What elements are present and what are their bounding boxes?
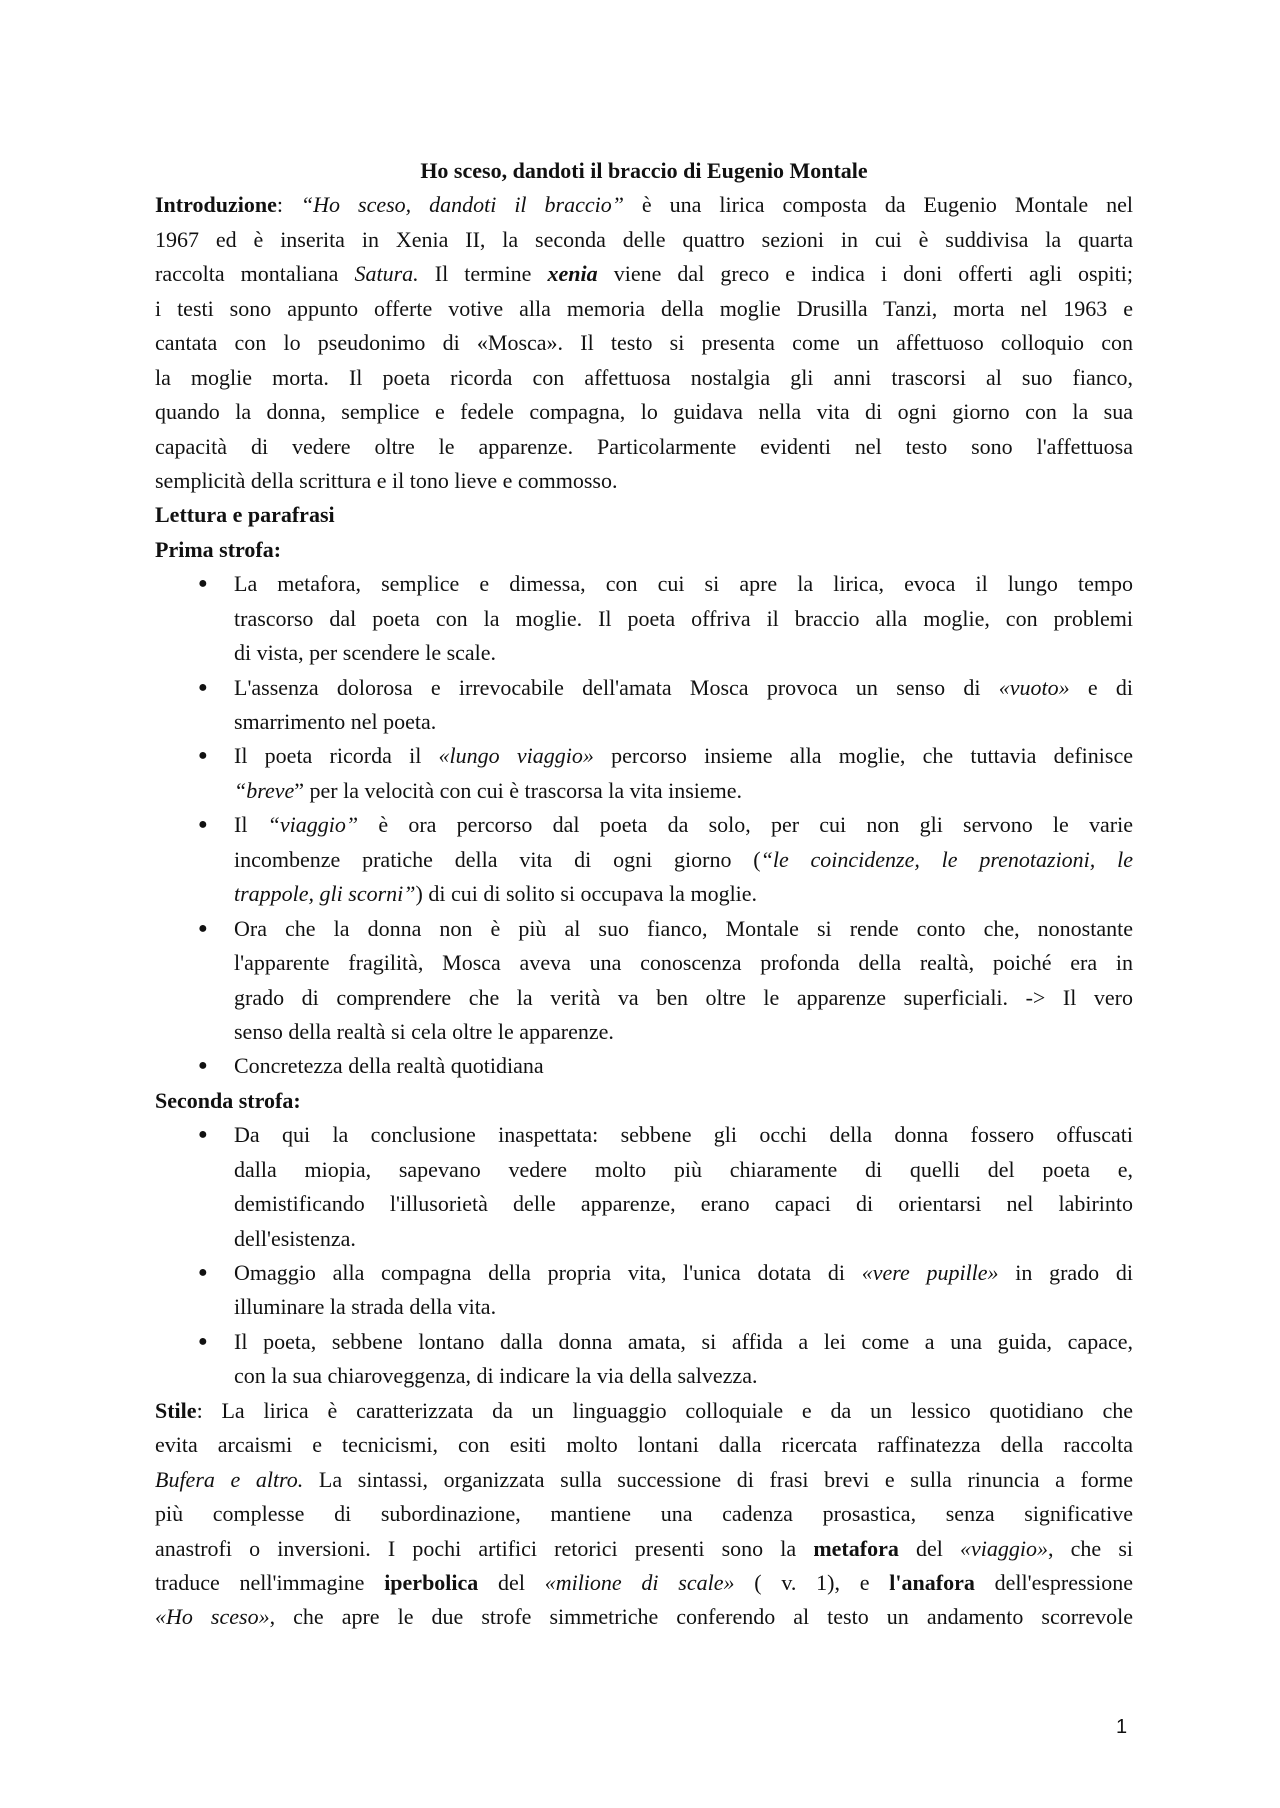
text-run: «lungo viaggio» xyxy=(438,743,594,769)
text-line xyxy=(155,326,1133,360)
text-line xyxy=(234,1015,1133,1049)
text-line xyxy=(155,498,1133,532)
text-run: percorso insieme alla moglie, che tuttavia definisce xyxy=(593,743,1133,769)
text-run: , che apre le due strofe simmetriche conferendo al testo un andamento scorrevole xyxy=(269,1604,1134,1630)
text-run: senso della realtà si cela oltre le apparenze. xyxy=(234,1018,614,1044)
text-run: cantata con lo pseudonimo di «Mosca». Il testo si presenta come un affettuoso colloquio con xyxy=(155,330,1133,356)
text-run: ” per la velocità con cui è trascorsa la vita insieme. xyxy=(294,777,743,803)
paragraph xyxy=(155,1394,1133,1635)
text-run: l'anafora xyxy=(889,1569,975,1595)
text-run: xenia xyxy=(547,261,598,287)
list-item xyxy=(155,671,1133,740)
text-run: demistificando l'illusorietà delle apparenze, erano capaci di orientarsi nel labirinto xyxy=(234,1191,1133,1217)
paragraph xyxy=(155,188,1133,498)
text-line xyxy=(234,946,1133,980)
text-run: traduce nell'immagine xyxy=(155,1569,385,1595)
bullet-icon: ● xyxy=(198,747,208,765)
text-line xyxy=(155,464,1133,498)
text-line xyxy=(155,1600,1133,1634)
text-line xyxy=(155,395,1133,429)
text-line xyxy=(155,361,1133,395)
text-run: semplicità della scrittura e il tono lieve e commosso. xyxy=(155,467,618,493)
text-run: viene dal greco e indica i doni offerti agli ospiti; xyxy=(597,261,1134,287)
page-number: 1 xyxy=(1116,1716,1128,1738)
text-run: La sintassi, organizzata sulla successione di frasi brevi e sulla rinuncia a forme xyxy=(303,1466,1133,1492)
paragraph xyxy=(155,1084,1133,1118)
text-run: illuminare la strada della vita. xyxy=(234,1294,497,1320)
text-line xyxy=(155,1084,1133,1118)
text-run: in grado di xyxy=(998,1260,1133,1285)
text-line xyxy=(234,1222,1133,1256)
text-run: Lettura e parafrasi xyxy=(155,502,335,528)
text-run: più complesse di subordinazione, mantiene una cadenza prosastica, senza significative xyxy=(155,1501,1133,1527)
text-run: Il termine xyxy=(418,261,548,287)
text-line xyxy=(234,705,1133,739)
text-line xyxy=(155,430,1133,464)
bullet-icon: ● xyxy=(198,1057,208,1075)
text-run: grado di comprendere che la verità va ben oltre le apparenze superficiali. -> Il vero xyxy=(234,984,1133,1010)
text-run: ( v. 1), e xyxy=(734,1569,890,1595)
bullet-icon: ● xyxy=(198,575,208,593)
text-run: Il poeta ricorda il xyxy=(234,743,439,769)
text-run: : La lirica è caratterizzata da un linguaggio colloquiale e da un lessico quotidiano che xyxy=(196,1397,1133,1423)
text-line xyxy=(234,1359,1133,1393)
text-run: capacità di vedere oltre le apparenze. Particolarmente evidenti nel testo sono l'affettuosa xyxy=(155,433,1133,459)
text-run: Ho sceso, dandoti il braccio di Eugenio Montale xyxy=(420,158,868,183)
text-line xyxy=(234,912,1133,946)
bullet-icon: ● xyxy=(198,1126,208,1144)
list-item xyxy=(155,567,1133,670)
text-run: “Ho sceso, dandoti il braccio” xyxy=(300,192,624,218)
text-line xyxy=(234,1290,1133,1324)
text-run: Da qui la conclusione inaspettata: sebbene gli occhi della donna fossero offuscati xyxy=(234,1122,1133,1148)
text-run: «Ho sceso» xyxy=(155,1604,270,1630)
text-run: L'assenza dolorosa e irrevocabile dell'amata Mosca provoca un senso di xyxy=(234,674,999,700)
text-run: di vista, per scendere le scale. xyxy=(234,640,497,666)
document-page xyxy=(155,154,1133,1635)
list-item xyxy=(155,1325,1133,1394)
text-run: e di xyxy=(1069,674,1133,700)
text-run: dell'espressione xyxy=(974,1569,1133,1595)
text-line xyxy=(234,602,1133,636)
text-run: dalla miopia, sapevano vedere molto più chiaramente di quelli del poeta e, xyxy=(234,1156,1133,1182)
text-run: «vuoto» xyxy=(998,674,1070,700)
paragraph xyxy=(155,533,1133,567)
text-line xyxy=(234,1118,1133,1152)
list-item xyxy=(155,1256,1133,1325)
text-run: con la sua chiaroveggenza, di indicare la via della salvezza. xyxy=(234,1363,758,1389)
text-line xyxy=(234,567,1133,601)
paragraph xyxy=(155,498,1133,532)
text-run: del xyxy=(478,1569,545,1595)
text-line xyxy=(155,154,1133,188)
text-run: : xyxy=(276,192,301,218)
text-line xyxy=(155,533,1133,567)
bullet-icon: ● xyxy=(198,1332,208,1350)
text-line xyxy=(234,1153,1133,1187)
text-line xyxy=(234,1049,1133,1083)
text-run: Il poeta, sebbene lontano dalla donna amata, si affida a lei come a una guida, capace, xyxy=(234,1328,1133,1354)
text-run: anastrofi o inversioni. I pochi artifici retorici presenti sono la xyxy=(155,1535,814,1561)
text-run: Prima strofa: xyxy=(155,536,282,562)
text-line xyxy=(234,739,1133,773)
text-line xyxy=(155,188,1133,222)
text-line xyxy=(234,877,1133,911)
document-title xyxy=(155,154,1133,188)
text-run: evita arcaismi e tecnicismi, con esiti molto lontani dalla ricercata raffinatezza della raccolta xyxy=(155,1432,1133,1458)
text-line xyxy=(234,843,1133,877)
list-item xyxy=(155,912,1133,1050)
text-run: i testi sono appunto offerte votive alla memoria della moglie Drusilla Tanzi, morta nel 1963 e xyxy=(155,295,1133,321)
text-run: è una lirica composta da Eugenio Montale nel xyxy=(623,192,1133,218)
text-run: iperbolica xyxy=(384,1569,479,1595)
text-run: «vere pupille» xyxy=(861,1260,999,1285)
text-run: Omaggio alla compagna della propria vita, l'unica dotata di xyxy=(234,1260,862,1285)
text-run: Stile xyxy=(155,1397,197,1423)
text-line xyxy=(234,981,1133,1015)
text-line xyxy=(234,1187,1133,1221)
list-item xyxy=(155,808,1133,911)
text-line xyxy=(155,1532,1133,1566)
text-run: “le coincidenze, le prenotazioni, le xyxy=(760,846,1133,872)
list-item xyxy=(155,739,1133,808)
text-line xyxy=(234,636,1133,670)
bullet-icon: ● xyxy=(198,678,208,696)
text-run: Introduzione xyxy=(155,192,277,218)
text-line xyxy=(155,1394,1133,1428)
text-line xyxy=(234,1256,1133,1290)
text-run: 1967 ed è inserita in Xenia II, la seconda delle quattro sezioni in cui è suddivisa la quarta xyxy=(155,226,1133,252)
text-run: è ora percorso dal poeta da solo, per cui non gli servono le varie xyxy=(358,812,1133,838)
text-line xyxy=(155,223,1133,257)
text-run: «viaggio» xyxy=(960,1535,1049,1561)
text-line xyxy=(234,774,1133,808)
text-run: ) di cui di solito si occupava la moglie. xyxy=(415,881,758,907)
bullet-icon: ● xyxy=(198,816,208,834)
text-run: raccolta montaliana xyxy=(155,261,355,287)
text-line xyxy=(234,1325,1133,1359)
text-run: trappole, gli scorni” xyxy=(234,881,416,907)
text-run: metafora xyxy=(813,1535,899,1561)
text-run: Seconda strofa: xyxy=(155,1087,301,1113)
text-run: trascorso dal poeta con la moglie. Il poeta offriva il braccio alla moglie, con problemi xyxy=(234,605,1133,631)
text-run: smarrimento nel poeta. xyxy=(234,709,437,734)
list-item xyxy=(155,1049,1133,1083)
text-run: Bufera e altro. xyxy=(155,1466,304,1492)
text-line xyxy=(155,257,1133,291)
text-run: Il xyxy=(234,812,268,838)
bullet-icon: ● xyxy=(198,1264,208,1281)
list-item xyxy=(155,1118,1133,1256)
text-run: la moglie morta. Il poeta ricorda con affettuosa nostalgia gli anni trascorsi al suo fianco, xyxy=(155,364,1133,390)
text-run: l'apparente fragilità, Mosca aveva una conoscenza profonda della realtà, poiché era in xyxy=(234,950,1133,976)
text-line xyxy=(234,808,1133,842)
text-line xyxy=(155,1566,1133,1600)
text-run: incombenze pratiche della vita di ogni giorno ( xyxy=(234,846,761,872)
text-line xyxy=(155,1463,1133,1497)
text-run: “breve xyxy=(234,777,295,803)
text-run: “viaggio” xyxy=(267,812,359,838)
text-run: Concretezza della realtà quotidiana xyxy=(234,1053,544,1079)
text-run: La metafora, semplice e dimessa, con cui si apre la lirica, evoca il lungo tempo xyxy=(234,571,1133,597)
text-line xyxy=(155,292,1133,326)
bullet-icon: ● xyxy=(198,919,208,937)
text-run: Satura. xyxy=(354,261,419,287)
text-run: , che si xyxy=(1048,1535,1134,1561)
text-line xyxy=(155,1497,1133,1531)
text-run: del xyxy=(898,1535,961,1561)
text-line xyxy=(155,1428,1133,1462)
text-run: «milione di scale» xyxy=(544,1569,735,1595)
text-line xyxy=(234,671,1133,705)
text-run: dell'esistenza. xyxy=(234,1225,356,1251)
text-run: quando la donna, semplice e fedele compagna, lo guidava nella vita di ogni giorno con la sua xyxy=(155,399,1133,425)
text-run: Ora che la donna non è più al suo fianco, Montale si rende conto che, nonostante xyxy=(234,915,1133,941)
